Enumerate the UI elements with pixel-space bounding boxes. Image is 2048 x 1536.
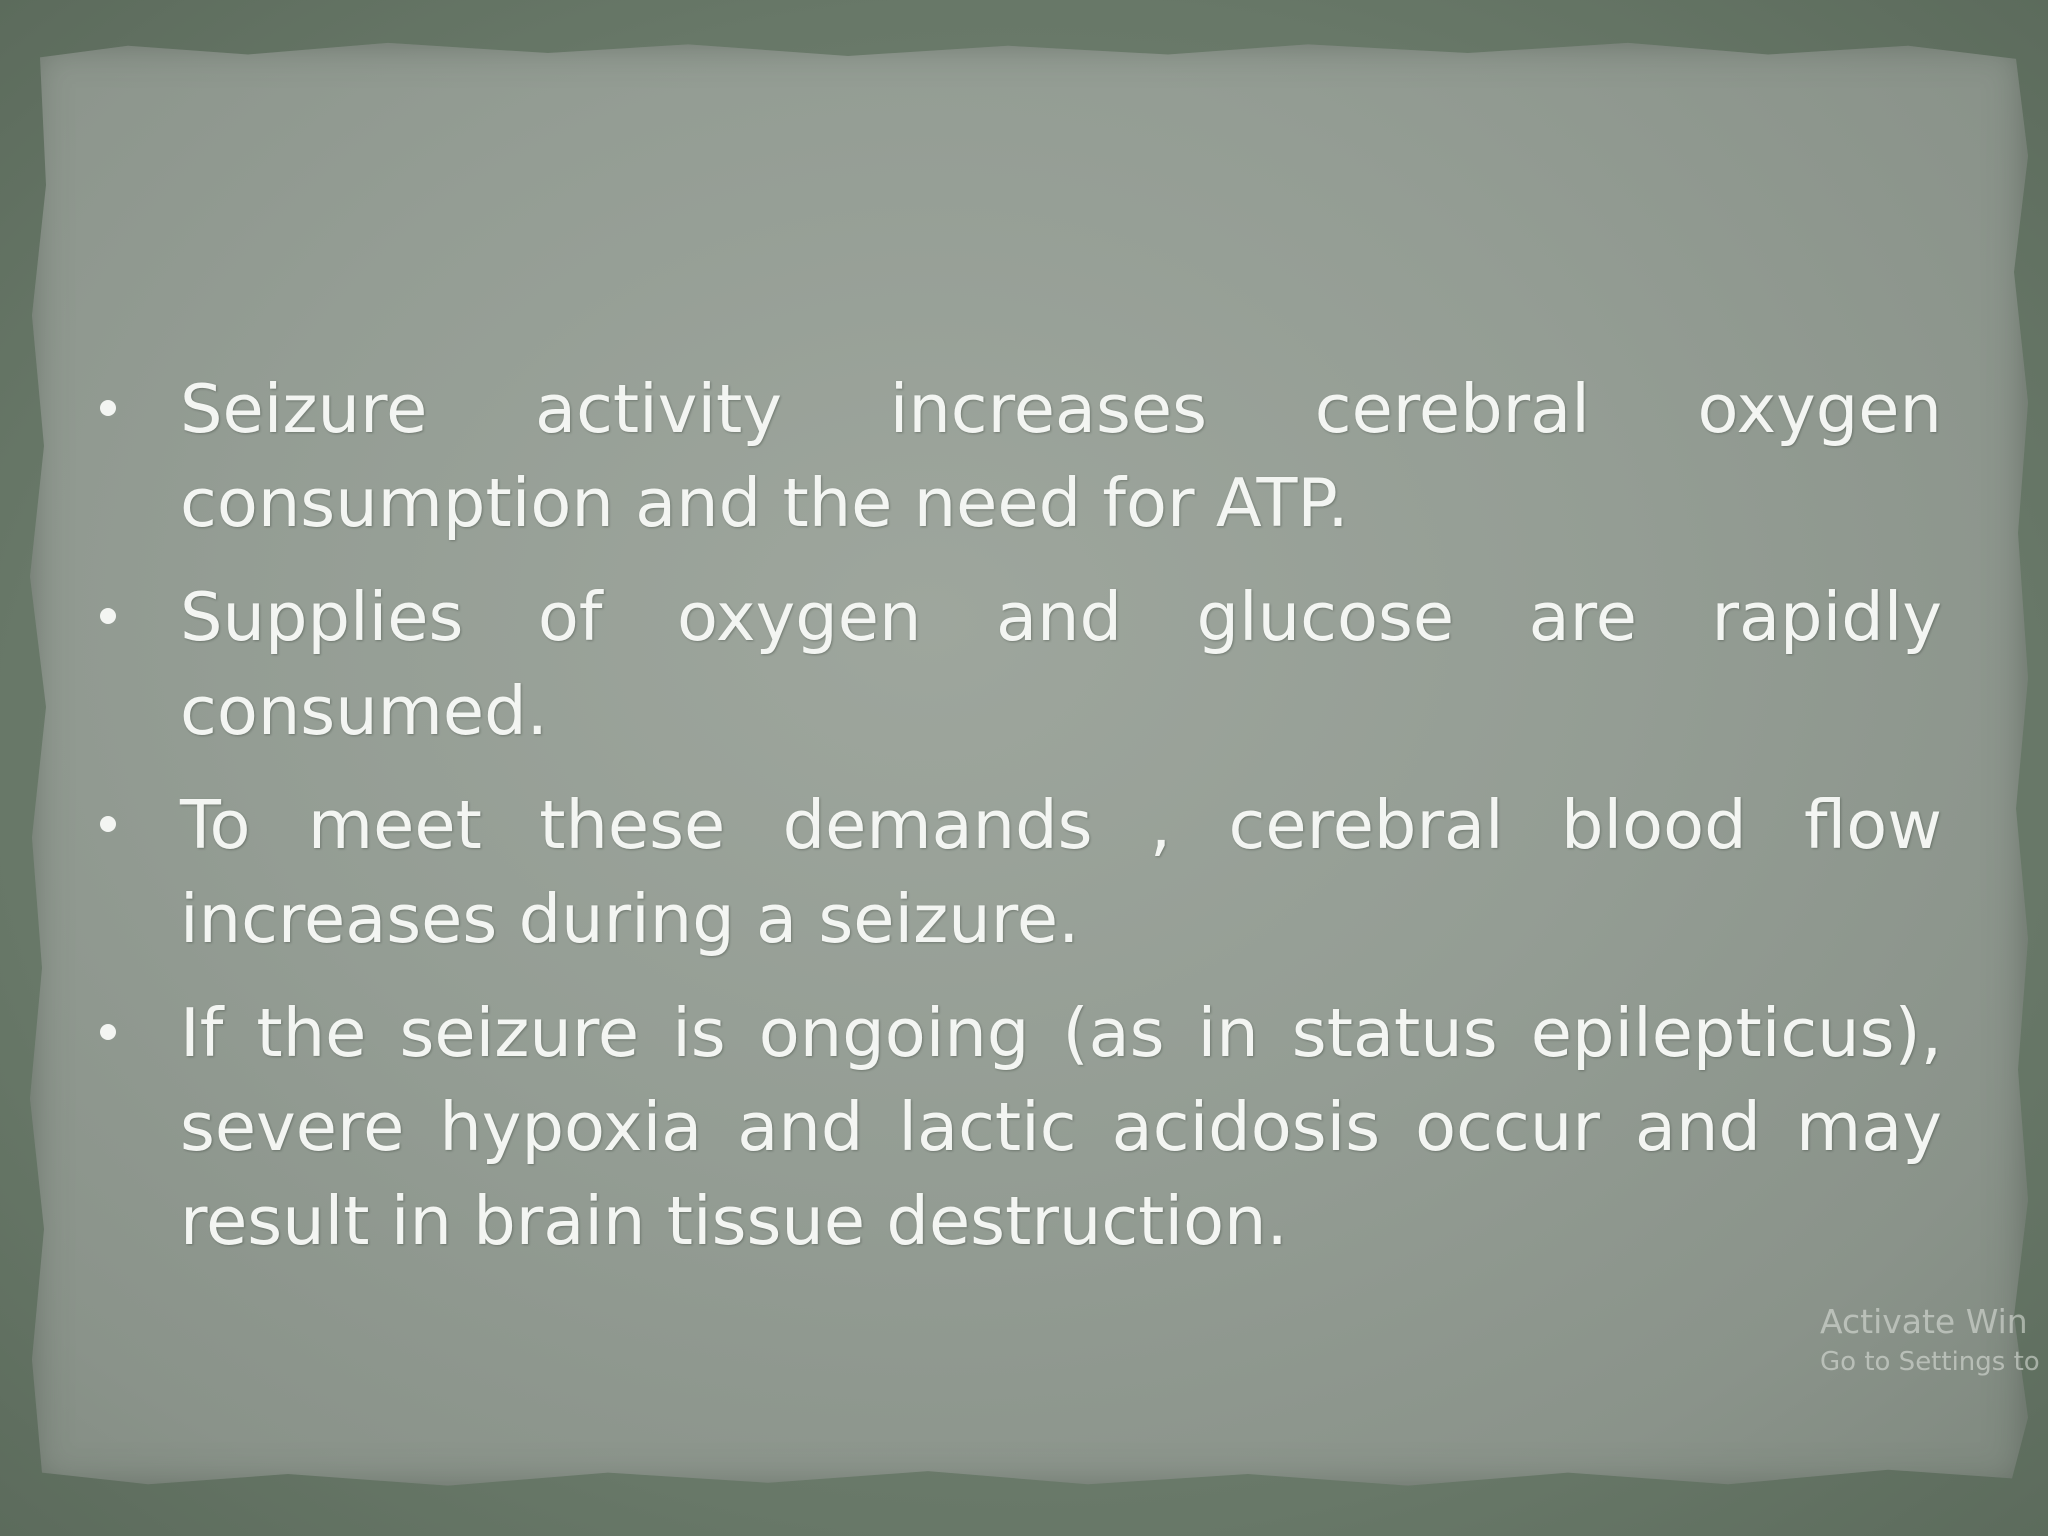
watermark-subtitle: Go to Settings to [1820, 1347, 2040, 1377]
bullet-item [92, 986, 1942, 1268]
bullet-text: To meet these demands , cerebral blood flow increases during a seizure. [180, 786, 1942, 958]
bullet-text: If the seizure is ongoing (as in status epilepticus), severe hypoxia and lactic acidosis occur and may result in brain tissue destruction. [180, 994, 1942, 1260]
bullet-item [92, 362, 1942, 550]
bullet-dot-icon [100, 816, 116, 832]
bullet-text: Supplies of oxygen and glucose are rapidly consumed. [180, 578, 1942, 750]
bullet-list [92, 362, 1942, 1288]
activation-watermark [1820, 1300, 2048, 1380]
bullet-dot-icon [100, 608, 116, 624]
bullet-dot-icon [100, 1024, 116, 1040]
bullet-text: Seizure activity increases cerebral oxygen consumption and the need for ATP. [180, 370, 1942, 542]
bullet-item [92, 570, 1942, 758]
bullet-item [92, 778, 1942, 966]
watermark-title: Activate Win [1820, 1302, 2028, 1341]
bullet-dot-icon [100, 400, 116, 416]
